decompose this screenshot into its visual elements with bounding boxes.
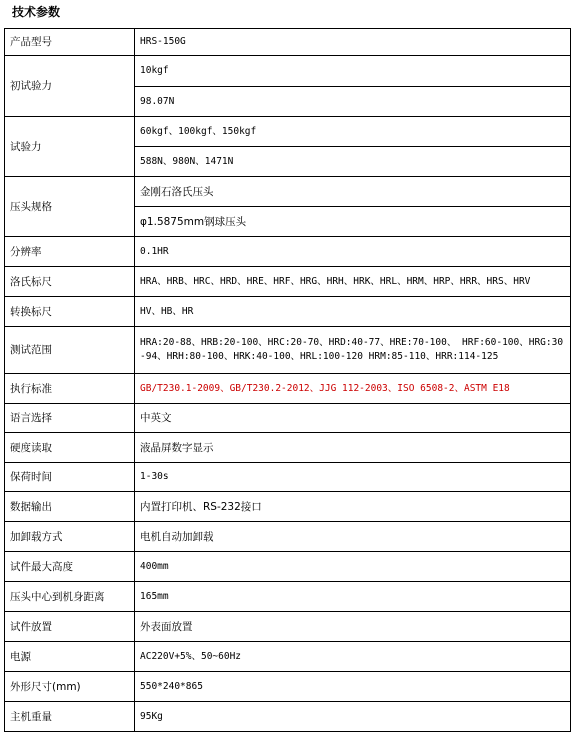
table-row-rockwell-scales	[5, 267, 571, 297]
row-value: 550*240*865	[135, 672, 571, 702]
row-label: 试件放置	[5, 612, 135, 642]
table-row-weight	[5, 702, 571, 732]
row-value: 金刚石洛氏压头	[135, 177, 571, 207]
table-row-data-output	[5, 492, 571, 522]
row-label: 产品型号	[5, 29, 135, 56]
spec-table	[4, 28, 571, 732]
row-label: 保荷时间	[5, 463, 135, 492]
table-row-specimen-placement	[5, 612, 571, 642]
section-title: 技术参数	[12, 5, 61, 19]
table-row-dwell-time	[5, 463, 571, 492]
row-value: 外表面放置	[135, 612, 571, 642]
row-value: 588N、980N、1471N	[135, 147, 571, 177]
table-row-loading-method	[5, 522, 571, 552]
table-row-language	[5, 404, 571, 433]
row-value: φ1.5875mm钢球压头	[135, 207, 571, 237]
table-row-power	[5, 642, 571, 672]
row-value: HV、HB、HR	[135, 297, 571, 327]
row-value: HRS-150G	[135, 29, 571, 56]
row-label: 初试验力	[5, 56, 135, 117]
table-row-max-height	[5, 552, 571, 582]
row-label: 执行标准	[5, 374, 135, 404]
row-label: 电源	[5, 642, 135, 672]
row-label: 压头中心到机身距离	[5, 582, 135, 612]
row-label: 试件最大高度	[5, 552, 135, 582]
row-label: 测试范围	[5, 327, 135, 374]
row-value: 165mm	[135, 582, 571, 612]
row-label: 语言选择	[5, 404, 135, 433]
row-value: GB/T230.1-2009、GB/T230.2-2012、JJG 112-2003、ISO 6508-2、ASTM E18	[135, 374, 571, 404]
row-label: 压头规格	[5, 177, 135, 237]
table-row-test-range	[5, 327, 571, 374]
table-row-dimensions	[5, 672, 571, 702]
row-value: 液晶屏数字显示	[135, 433, 571, 463]
row-value: 1-30s	[135, 463, 571, 492]
row-label: 加卸载方式	[5, 522, 135, 552]
row-value: HRA、HRB、HRC、HRD、HRE、HRF、HRG、HRH、HRK、HRL、HRM、HRP、HRR、HRS、HRV	[135, 267, 571, 297]
row-label: 数据输出	[5, 492, 135, 522]
row-label: 外形尺寸(mm)	[5, 672, 135, 702]
row-label: 分辨率	[5, 237, 135, 267]
row-label: 主机重量	[5, 702, 135, 732]
table-row-resolution	[5, 237, 571, 267]
table-row-model	[5, 29, 571, 56]
row-value: 98.07N	[135, 87, 571, 117]
row-label: 硬度读取	[5, 433, 135, 463]
row-value: 电机自动加卸载	[135, 522, 571, 552]
row-value: 400mm	[135, 552, 571, 582]
table-row-indenter	[5, 177, 571, 207]
row-label: 试验力	[5, 117, 135, 177]
row-value: 95Kg	[135, 702, 571, 732]
row-value: 60kgf、100kgf、150kgf	[135, 117, 571, 147]
row-value: HRA:20-88、HRB:20-100、HRC:20-70、HRD:40-77、HRE:70-100、 HRF:60-100、HRG:30-94、HRH:80-100、HRK:40-100、HRL:100-120 HRM:85-110、HRR:114-125	[135, 327, 571, 374]
row-value: 0.1HR	[135, 237, 571, 267]
table-row-test-force	[5, 117, 571, 147]
row-label: 洛氏标尺	[5, 267, 135, 297]
row-value: AC220V+5%、50~60Hz	[135, 642, 571, 672]
table-row-conversion-scales	[5, 297, 571, 327]
row-label: 转换标尺	[5, 297, 135, 327]
table-row-standards	[5, 374, 571, 404]
table-row-throat-depth	[5, 582, 571, 612]
table-row-initial-force	[5, 56, 571, 87]
table-row-hardness-reading	[5, 433, 571, 463]
row-value: 10kgf	[135, 56, 571, 87]
row-value: 内置打印机、RS-232接口	[135, 492, 571, 522]
row-value: 中英文	[135, 404, 571, 433]
